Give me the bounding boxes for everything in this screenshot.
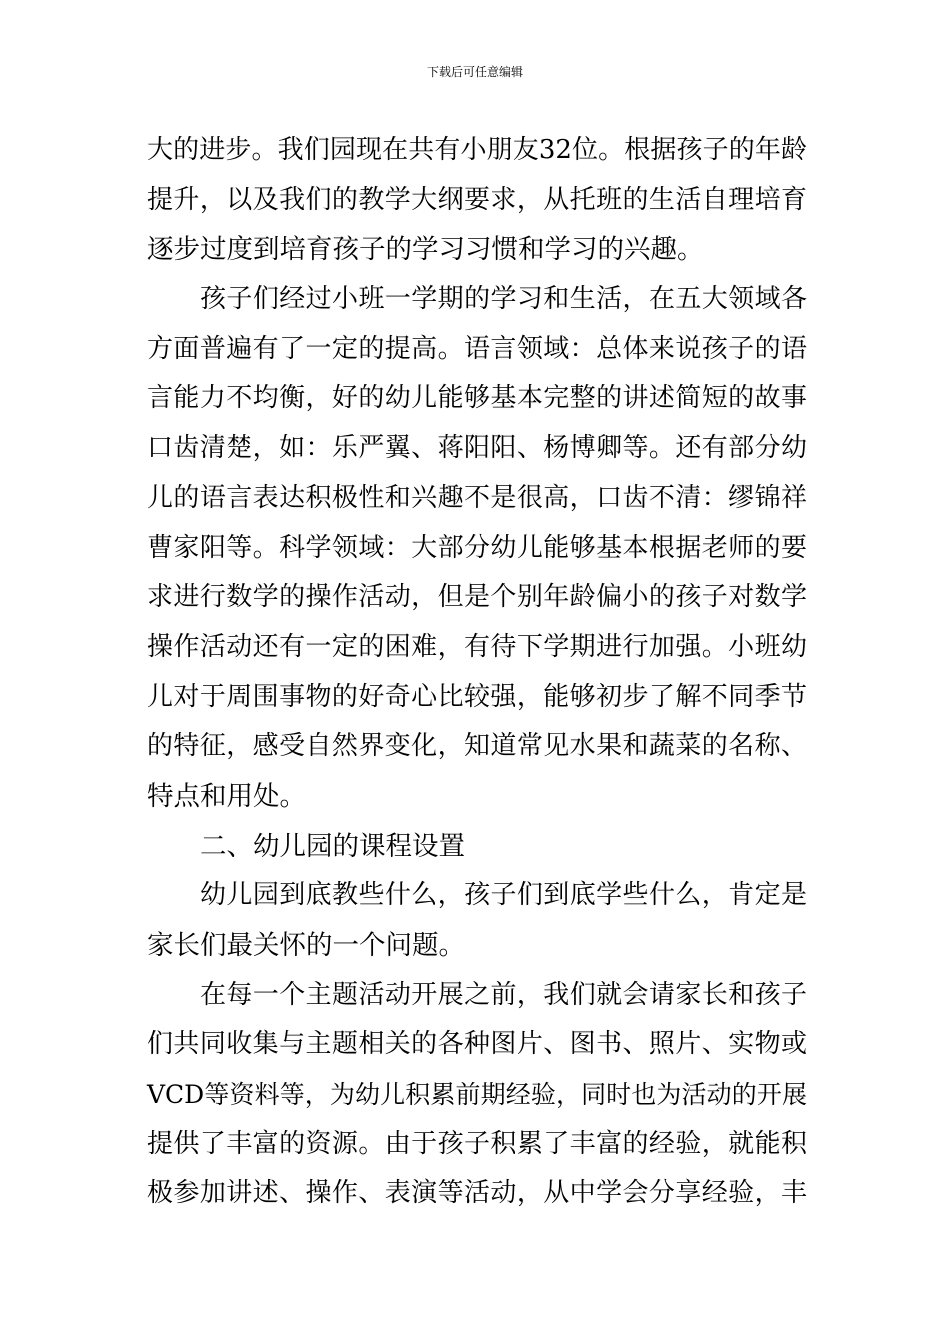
text-line: 二、幼儿园的课程设置 <box>200 830 465 862</box>
text-line: 幼儿园到底教些什么，孩子们到底学些什么，肯定是 <box>200 880 807 911</box>
text-line: 儿对于周围事物的好奇心比较强，能够初步了解不同季节 <box>147 681 807 712</box>
text-line: 在每一个主题活动开展之前，我们就会请家长和孩子 <box>200 979 807 1010</box>
text-line: VCD等资料等，为幼儿积累前期经验，同时也为活动的开展 <box>147 1080 807 1110</box>
document-body <box>147 126 807 1219</box>
text-line: 家长们最关怀的一个问题。 <box>147 930 465 961</box>
text-line: 大的进步。我们园现在共有小朋友32位。根据孩子的年龄 <box>147 135 807 165</box>
text-line: 儿的语言表达积极性和兴趣不是很高，口齿不清：缪锦祥 <box>147 482 807 513</box>
text-line: 逐步过度到培育孩子的学习习惯和学习的兴趣。 <box>147 234 704 266</box>
text-line: 口齿清楚，如：乐严翼、蒋阳阳、杨博卿等。还有部分幼 <box>147 433 807 464</box>
text-line: 方面普遍有了一定的提高。语言领域：总体来说孩子的语 <box>147 333 807 364</box>
text-line: 提升，以及我们的教学大纲要求，从托班的生活自理培育 <box>147 184 807 215</box>
text-line: 操作活动还有一定的困难，有待下学期进行加强。小班幼 <box>147 631 807 662</box>
page-header: 下载后可任意编辑 <box>426 65 523 79</box>
text-line: 言能力不均衡，好的幼儿能够基本完整的讲述简短的故事 <box>147 383 807 414</box>
text-line: 极参加讲述、操作、表演等活动，从中学会分享经验，丰 <box>147 1178 807 1209</box>
text-line: 的特征，感受自然界变化，知道常见水果和蔬菜的名称、 <box>147 731 807 762</box>
text-line: 曹家阳等。科学领域：大部分幼儿能够基本根据老师的要 <box>147 532 807 563</box>
text-line: 特点和用处。 <box>147 780 306 812</box>
text-line: 提供了丰富的资源。由于孩子积累了丰富的经验，就能积 <box>147 1128 807 1159</box>
text-line: 孩子们经过小班一学期的学习和生活，在五大领域各 <box>200 284 807 315</box>
text-line: 们共同收集与主题相关的各种图片、图书、照片、实物或 <box>147 1029 807 1060</box>
text-line: 求进行数学的操作活动，但是个别年龄偏小的孩子对数学 <box>147 582 807 613</box>
